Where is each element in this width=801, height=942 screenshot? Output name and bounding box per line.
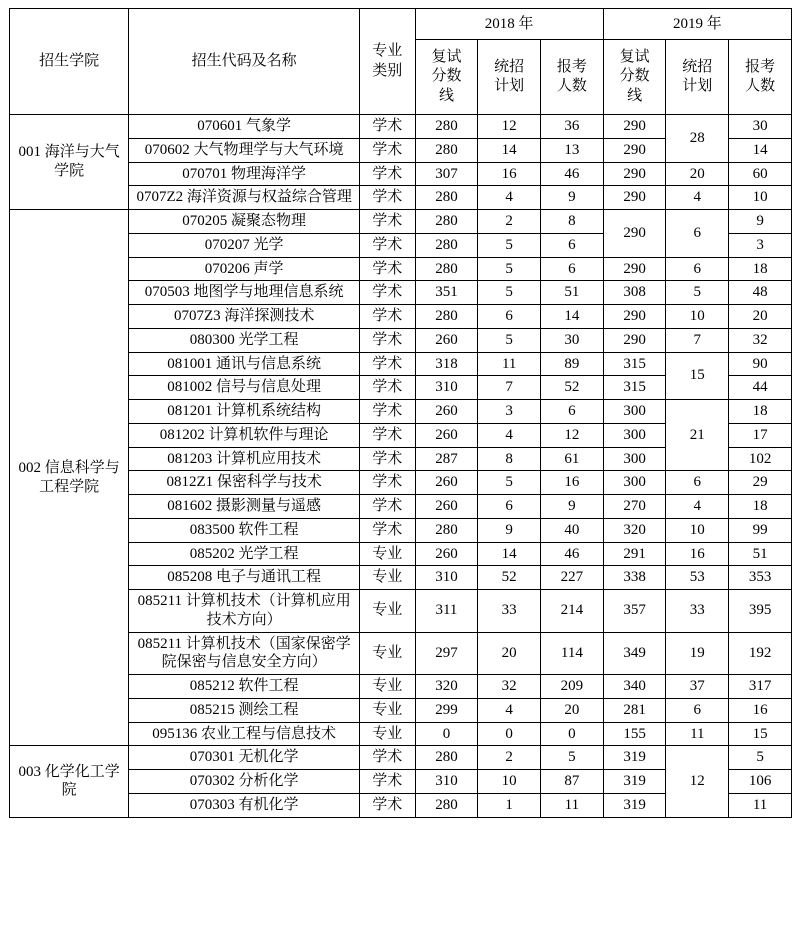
major-type-cell: 专业 (359, 632, 415, 675)
score-2019: 281 (603, 698, 666, 722)
major-type-cell: 专业 (359, 698, 415, 722)
applicants-2019: 9 (729, 210, 792, 234)
major-type-cell: 学术 (359, 305, 415, 329)
applicants-2018: 6 (541, 233, 604, 257)
applicants-2018: 12 (541, 423, 604, 447)
score-2019: 357 (603, 590, 666, 633)
applicants-2018: 20 (541, 698, 604, 722)
score-2019: 290 (603, 115, 666, 139)
plan-2018: 52 (478, 566, 541, 590)
major-type-cell: 学术 (359, 138, 415, 162)
major-type-cell: 学术 (359, 376, 415, 400)
score-2018: 310 (415, 770, 478, 794)
plan-2019: 6 (666, 471, 729, 495)
applicants-2018: 51 (541, 281, 604, 305)
program-code-name: 081002 信号与信息处理 (129, 376, 360, 400)
major-type-cell: 学术 (359, 770, 415, 794)
header-2018-applicants: 报考 人数 (541, 40, 604, 115)
score-2018: 311 (415, 590, 478, 633)
plan-2018: 0 (478, 722, 541, 746)
plan-2018: 6 (478, 305, 541, 329)
score-2018: 260 (415, 471, 478, 495)
major-type-cell: 学术 (359, 746, 415, 770)
score-2019: 290 (603, 210, 666, 258)
plan-2019: 21 (666, 400, 729, 471)
program-code-name: 081202 计算机软件与理论 (129, 423, 360, 447)
applicants-2018: 5 (541, 746, 604, 770)
table-row (10, 746, 792, 770)
score-2019: 319 (603, 770, 666, 794)
program-code-name: 095136 农业工程与信息技术 (129, 722, 360, 746)
plan-2019: 6 (666, 698, 729, 722)
header-code-name: 招生代码及名称 (129, 9, 360, 115)
plan-2018: 11 (478, 352, 541, 376)
program-code-name: 081001 通讯与信息系统 (129, 352, 360, 376)
plan-2019: 28 (666, 115, 729, 163)
applicants-2019: 5 (729, 746, 792, 770)
plan-2019: 4 (666, 186, 729, 210)
score-2018: 260 (415, 328, 478, 352)
applicants-2019: 29 (729, 471, 792, 495)
program-code-name: 070303 有机化学 (129, 793, 360, 817)
program-code-name: 070302 分析化学 (129, 770, 360, 794)
applicants-2019: 48 (729, 281, 792, 305)
plan-2018: 32 (478, 675, 541, 699)
score-2018: 260 (415, 423, 478, 447)
plan-2018: 20 (478, 632, 541, 675)
applicants-2018: 6 (541, 257, 604, 281)
applicants-2019: 11 (729, 793, 792, 817)
program-code-name: 083500 软件工程 (129, 518, 360, 542)
score-2019: 338 (603, 566, 666, 590)
applicants-2019: 14 (729, 138, 792, 162)
plan-2019: 12 (666, 746, 729, 817)
score-2018: 280 (415, 210, 478, 234)
plan-2018: 5 (478, 281, 541, 305)
major-type-cell: 学术 (359, 162, 415, 186)
program-code-name: 070601 气象学 (129, 115, 360, 139)
program-code-name: 085211 计算机技术（计算机应用技术方向） (129, 590, 360, 633)
header-college: 招生学院 (10, 9, 129, 115)
major-type-cell: 学术 (359, 400, 415, 424)
plan-2018: 33 (478, 590, 541, 633)
header-2018-score-line: 复试 分数 线 (415, 40, 478, 115)
score-2018: 318 (415, 352, 478, 376)
plan-2019: 16 (666, 542, 729, 566)
score-2019: 270 (603, 495, 666, 519)
applicants-2019: 30 (729, 115, 792, 139)
major-type-cell: 专业 (359, 675, 415, 699)
applicants-2018: 214 (541, 590, 604, 633)
plan-2019: 15 (666, 352, 729, 400)
plan-2019: 19 (666, 632, 729, 675)
header-year-2019: 2019 年 (603, 9, 791, 40)
score-2018: 297 (415, 632, 478, 675)
score-2019: 290 (603, 162, 666, 186)
score-2018: 280 (415, 138, 478, 162)
plan-2019: 33 (666, 590, 729, 633)
score-2019: 290 (603, 305, 666, 329)
score-2019: 300 (603, 400, 666, 424)
plan-2018: 2 (478, 210, 541, 234)
score-2018: 310 (415, 376, 478, 400)
program-code-name: 070206 声学 (129, 257, 360, 281)
applicants-2018: 114 (541, 632, 604, 675)
applicants-2019: 99 (729, 518, 792, 542)
applicants-2019: 20 (729, 305, 792, 329)
table-row (10, 210, 792, 234)
plan-2018: 3 (478, 400, 541, 424)
program-code-name: 081203 计算机应用技术 (129, 447, 360, 471)
program-code-name: 0707Z2 海洋资源与权益综合管理 (129, 186, 360, 210)
applicants-2019: 15 (729, 722, 792, 746)
applicants-2018: 30 (541, 328, 604, 352)
score-2018: 280 (415, 115, 478, 139)
applicants-2018: 61 (541, 447, 604, 471)
header-2019-plan: 统招 计划 (666, 40, 729, 115)
applicants-2018: 9 (541, 495, 604, 519)
applicants-2018: 36 (541, 115, 604, 139)
applicants-2018: 13 (541, 138, 604, 162)
plan-2019: 37 (666, 675, 729, 699)
plan-2019: 53 (666, 566, 729, 590)
program-code-name: 070503 地图学与地理信息系统 (129, 281, 360, 305)
score-2018: 280 (415, 518, 478, 542)
header-2018-plan: 统招 计划 (478, 40, 541, 115)
applicants-2019: 192 (729, 632, 792, 675)
plan-2019: 5 (666, 281, 729, 305)
applicants-2018: 11 (541, 793, 604, 817)
program-code-name: 070602 大气物理学与大气环境 (129, 138, 360, 162)
applicants-2019: 317 (729, 675, 792, 699)
plan-2018: 4 (478, 698, 541, 722)
program-code-name: 081201 计算机系统结构 (129, 400, 360, 424)
plan-2018: 2 (478, 746, 541, 770)
major-type-cell: 学术 (359, 186, 415, 210)
plan-2018: 7 (478, 376, 541, 400)
major-type-cell: 学术 (359, 257, 415, 281)
header-2019-score-line: 复试 分数 线 (603, 40, 666, 115)
score-2018: 287 (415, 447, 478, 471)
score-2018: 299 (415, 698, 478, 722)
major-type-cell: 学术 (359, 447, 415, 471)
applicants-2018: 6 (541, 400, 604, 424)
header-2019-applicants: 报考 人数 (729, 40, 792, 115)
header-year-2018: 2018 年 (415, 9, 603, 40)
plan-2019: 10 (666, 305, 729, 329)
major-type-cell: 学术 (359, 495, 415, 519)
table-row (10, 115, 792, 139)
score-2018: 307 (415, 162, 478, 186)
score-2018: 310 (415, 566, 478, 590)
applicants-2018: 209 (541, 675, 604, 699)
program-code-name: 0707Z3 海洋探测技术 (129, 305, 360, 329)
plan-2018: 8 (478, 447, 541, 471)
score-2019: 290 (603, 186, 666, 210)
applicants-2018: 87 (541, 770, 604, 794)
score-2019: 300 (603, 447, 666, 471)
applicants-2018: 46 (541, 162, 604, 186)
applicants-2019: 32 (729, 328, 792, 352)
major-type-cell: 专业 (359, 542, 415, 566)
applicants-2019: 3 (729, 233, 792, 257)
plan-2018: 5 (478, 233, 541, 257)
plan-2019: 6 (666, 210, 729, 258)
plan-2018: 14 (478, 138, 541, 162)
plan-2019: 6 (666, 257, 729, 281)
program-code-name: 080300 光学工程 (129, 328, 360, 352)
plan-2018: 5 (478, 328, 541, 352)
applicants-2019: 60 (729, 162, 792, 186)
applicants-2019: 18 (729, 400, 792, 424)
plan-2018: 5 (478, 257, 541, 281)
score-2019: 291 (603, 542, 666, 566)
applicants-2019: 106 (729, 770, 792, 794)
applicants-2019: 395 (729, 590, 792, 633)
score-2019: 349 (603, 632, 666, 675)
score-2018: 280 (415, 257, 478, 281)
applicants-2019: 90 (729, 352, 792, 376)
college-cell: 003 化学化工学院 (10, 746, 129, 817)
applicants-2018: 227 (541, 566, 604, 590)
major-type-cell: 学术 (359, 328, 415, 352)
applicants-2019: 16 (729, 698, 792, 722)
program-code-name: 085208 电子与通讯工程 (129, 566, 360, 590)
table-header-row-1 (10, 9, 792, 40)
plan-2018: 14 (478, 542, 541, 566)
score-2019: 315 (603, 376, 666, 400)
plan-2019: 7 (666, 328, 729, 352)
plan-2018: 4 (478, 423, 541, 447)
applicants-2018: 40 (541, 518, 604, 542)
major-type-cell: 学术 (359, 423, 415, 447)
score-2018: 351 (415, 281, 478, 305)
plan-2018: 16 (478, 162, 541, 186)
score-2018: 260 (415, 542, 478, 566)
program-code-name: 085215 测绘工程 (129, 698, 360, 722)
applicants-2018: 89 (541, 352, 604, 376)
applicants-2019: 18 (729, 257, 792, 281)
program-code-name: 085212 软件工程 (129, 675, 360, 699)
admissions-table (9, 8, 792, 818)
plan-2018: 5 (478, 471, 541, 495)
score-2018: 280 (415, 233, 478, 257)
score-2019: 300 (603, 471, 666, 495)
applicants-2019: 353 (729, 566, 792, 590)
score-2018: 260 (415, 495, 478, 519)
program-code-name: 070207 光学 (129, 233, 360, 257)
applicants-2018: 52 (541, 376, 604, 400)
score-2018: 280 (415, 793, 478, 817)
major-type-cell: 学术 (359, 793, 415, 817)
major-type-cell: 专业 (359, 590, 415, 633)
program-code-name: 070205 凝聚态物理 (129, 210, 360, 234)
applicants-2018: 14 (541, 305, 604, 329)
plan-2019: 20 (666, 162, 729, 186)
score-2018: 320 (415, 675, 478, 699)
score-2019: 290 (603, 328, 666, 352)
major-type-cell: 学术 (359, 233, 415, 257)
score-2019: 315 (603, 352, 666, 376)
major-type-cell: 专业 (359, 566, 415, 590)
program-code-name: 085202 光学工程 (129, 542, 360, 566)
college-cell: 002 信息科学与工程学院 (10, 210, 129, 746)
applicants-2019: 102 (729, 447, 792, 471)
plan-2018: 9 (478, 518, 541, 542)
score-2019: 155 (603, 722, 666, 746)
score-2018: 280 (415, 746, 478, 770)
plan-2018: 6 (478, 495, 541, 519)
major-type-cell: 学术 (359, 281, 415, 305)
plan-2018: 12 (478, 115, 541, 139)
applicants-2018: 0 (541, 722, 604, 746)
program-code-name: 070301 无机化学 (129, 746, 360, 770)
score-2019: 290 (603, 257, 666, 281)
plan-2019: 4 (666, 495, 729, 519)
score-2018: 0 (415, 722, 478, 746)
college-cell: 001 海洋与大气学院 (10, 115, 129, 210)
program-code-name: 081602 摄影测量与遥感 (129, 495, 360, 519)
program-code-name: 0812Z1 保密科学与技术 (129, 471, 360, 495)
header-major-type: 专业 类别 (359, 9, 415, 115)
program-code-name: 085211 计算机技术（国家保密学院保密与信息安全方向） (129, 632, 360, 675)
score-2019: 290 (603, 138, 666, 162)
score-2019: 319 (603, 746, 666, 770)
applicants-2018: 8 (541, 210, 604, 234)
score-2018: 260 (415, 400, 478, 424)
applicants-2019: 18 (729, 495, 792, 519)
score-2018: 280 (415, 186, 478, 210)
applicants-2019: 44 (729, 376, 792, 400)
major-type-cell: 专业 (359, 722, 415, 746)
plan-2018: 10 (478, 770, 541, 794)
applicants-2019: 17 (729, 423, 792, 447)
major-type-cell: 学术 (359, 115, 415, 139)
plan-2018: 1 (478, 793, 541, 817)
score-2019: 300 (603, 423, 666, 447)
applicants-2018: 46 (541, 542, 604, 566)
score-2019: 308 (603, 281, 666, 305)
plan-2018: 4 (478, 186, 541, 210)
score-2019: 340 (603, 675, 666, 699)
major-type-cell: 学术 (359, 352, 415, 376)
major-type-cell: 学术 (359, 518, 415, 542)
score-2018: 280 (415, 305, 478, 329)
applicants-2018: 9 (541, 186, 604, 210)
score-2019: 319 (603, 793, 666, 817)
applicants-2019: 51 (729, 542, 792, 566)
program-code-name: 070701 物理海洋学 (129, 162, 360, 186)
plan-2019: 11 (666, 722, 729, 746)
major-type-cell: 学术 (359, 210, 415, 234)
applicants-2019: 10 (729, 186, 792, 210)
score-2019: 320 (603, 518, 666, 542)
plan-2019: 10 (666, 518, 729, 542)
applicants-2018: 16 (541, 471, 604, 495)
major-type-cell: 学术 (359, 471, 415, 495)
